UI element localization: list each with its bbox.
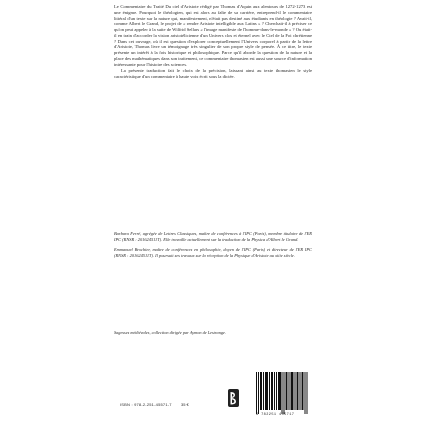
barcode-icon <box>254 372 310 414</box>
publisher-logo-graphic <box>226 388 240 408</box>
publisher-logo-icon <box>226 388 240 408</box>
barcode-digits: 9 782251 455717 <box>256 413 295 417</box>
author-bio-2: Emmanuel Brochier, maître de conférences en philosophie, doyen de l'IPC (Paris) et directeur de l'ER IPC (RNSR : 201624511T). Il poursuit ses travaux sur la réception de la Physique d'Aristote au xiiie siècle. <box>114 247 312 258</box>
series-line: Sagesses médiévales, collection dirigée par Aymon de Lestrange. <box>114 330 226 335</box>
author-bio-1: Barbara Ferré, agrégée de Lettres Classiques, maître de conférences à l'IPC (Paris), membre titulaire de l'ER IPC (RNSR : 201624511T). Elle travaille actuellement sur la traduction de la Physica d'Albert le Grand. <box>114 231 312 242</box>
author-bios <box>114 231 312 263</box>
main-text <box>114 4 312 79</box>
main-paragraph-2: La présente traduction fait le choix de la précision, laissant ainsi au texte thomasien le style caractéristique d'un commentaire à haute voix écrit sous la dictée. <box>114 67 312 79</box>
price: 35 € <box>181 402 189 407</box>
isbn: ISBN : 978-2-251-45571-7 <box>120 402 172 407</box>
main-paragraph-1: Le Commentaire du Traité Du ciel d'Aristote rédigé par Thomas d'Aquin aux alentours de 1272-1273 est une énigme. Pourquoi le théologien, qui est alors au faîte de sa carrière, entreprend-il le commentaire littéral d'un texte sur la nature qui, manifestement, n'était pas destiné aux étudiants en théologie ? Avait-il, comme Albert le Grand, le projet de « rendre Aristote intelligible aux Latins » ? Cherchait-il à préciser ce qu'on peut appeler à la suite de Wilfrid Sellars « l'image manifeste de l'homme-dans-le-monde » ? Ou était-il en train d'accorder la vision aristotélicienne d'un Univers clos et éternel avec le Ciel de la Foi chrétienne ? Dans cet ouvrage, où il est question d'explorer conceptuellement l'Univers corporel à partir de la lettre d'Aristote, Thomas livre un témoignage très singulier de son propre style de pensée. À ce titre, le texte présente un intérêt à la fois historique et philosophique. Parce qu'il aborde la question de la nature et la place des mathématiques dans son traitement, ce commentaire thomasien est aussi une source d'information intéressante pour l'histoire des sciences. <box>114 4 312 67</box>
barcode-graphic <box>254 372 310 414</box>
